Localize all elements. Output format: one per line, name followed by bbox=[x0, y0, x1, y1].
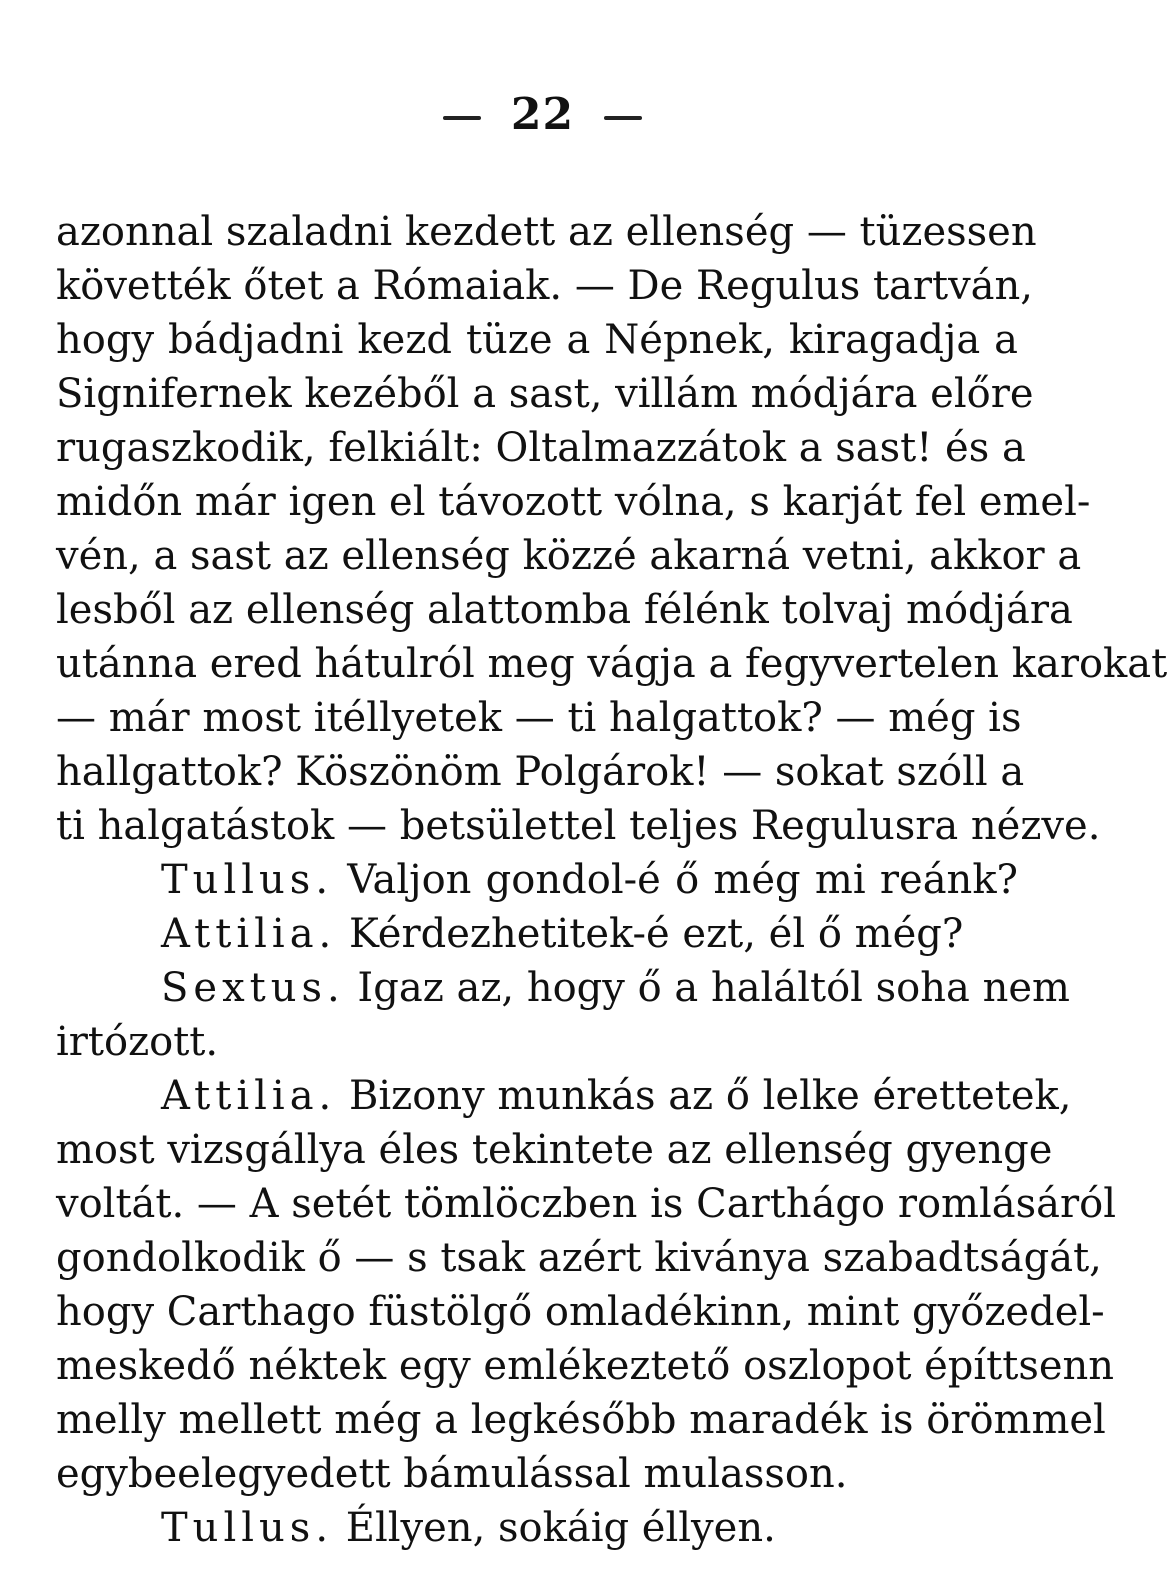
speaker-name: Attilia. bbox=[161, 1073, 337, 1119]
text-line: rugaszkodik, felkiált: Oltalmazzátok a sast! és a bbox=[56, 425, 1026, 471]
text-line: ti halgatástok — betsülettel teljes Regulusra nézve. bbox=[56, 803, 1101, 849]
text-line: — már most itéllyetek — ti halgattok? — még is bbox=[56, 695, 1022, 741]
dialogue-text: Éllyen, sokáig éllyen. bbox=[333, 1505, 776, 1551]
speaker-name: Tullus. bbox=[161, 1505, 334, 1551]
text-line: gondolkodik ő — s tsak azért kiványa szabadtságát, bbox=[56, 1235, 1102, 1281]
text-line: meskedő néktek egy emlékeztető oszlopot építtsenn bbox=[56, 1343, 1115, 1389]
text-line: vén, a sast az ellenség közzé akarná vetni, akkor a bbox=[56, 533, 1082, 579]
header-ornament-right bbox=[604, 116, 642, 120]
text-line: hogy bádjadni kezd tüze a Népnek, kiragadja a bbox=[56, 317, 1018, 363]
text-line: hogy Carthago füstölgő omladékinn, mint győzedel- bbox=[56, 1289, 1105, 1335]
page-number: 22 bbox=[510, 89, 575, 140]
page-header bbox=[0, 88, 1085, 142]
text-line: irtózott. bbox=[56, 1019, 219, 1065]
dialogue-text: Valjon gondol-é ő még mi reánk? bbox=[333, 857, 1018, 903]
text-line: azonnal szaladni kezdett az ellenség — tüzessen bbox=[56, 209, 1037, 255]
text-line: voltát. — A setét tömlöczben is Carthágo romlásáról bbox=[56, 1181, 1116, 1227]
speaker-name: Tullus. bbox=[161, 857, 334, 903]
text-line: most vizsgállya éles tekintete az ellenség gyenge bbox=[56, 1127, 1053, 1173]
speaker-name: Sextus. bbox=[161, 965, 345, 1011]
text-line: melly mellett még a legkésőbb maradék is örömmel bbox=[56, 1397, 1106, 1443]
dialogue-line bbox=[56, 961, 1070, 1015]
dialogue-line bbox=[56, 853, 1018, 907]
body-text bbox=[56, 205, 1167, 1555]
header-ornament-left bbox=[443, 116, 481, 120]
text-line: utánna ered hátulról meg vágja a fegyvertelen karokat bbox=[56, 641, 1167, 687]
text-line: Signifernek kezéből a sast, villám módjára előre bbox=[56, 371, 1034, 417]
text-line: lesből az ellenség alattomba félénk tolvaj módjára bbox=[56, 587, 1073, 633]
dialogue-text: Kérdezhetitek-é ezt, él ő még? bbox=[336, 911, 964, 957]
dialogue-text: Bizony munkás az ő lelke érettetek, bbox=[336, 1073, 1072, 1119]
text-line: midőn már igen el távozott vólna, s karját fel emel- bbox=[56, 479, 1091, 525]
speaker-name: Attilia. bbox=[161, 911, 337, 957]
dialogue-line bbox=[56, 1501, 1018, 1555]
dialogue-line bbox=[56, 907, 1018, 961]
dialogue-line bbox=[56, 1069, 1072, 1123]
text-line: hallgattok? Köszönöm Polgárok! — sokat szóll a bbox=[56, 749, 1025, 795]
text-line: követték őtet a Rómaiak. — De Regulus tartván, bbox=[56, 263, 1033, 309]
dialogue-text: Igaz az, hogy ő a haláltól soha nem bbox=[344, 965, 1070, 1011]
text-line: egybeelegyedett bámulással mulasson. bbox=[56, 1451, 848, 1497]
